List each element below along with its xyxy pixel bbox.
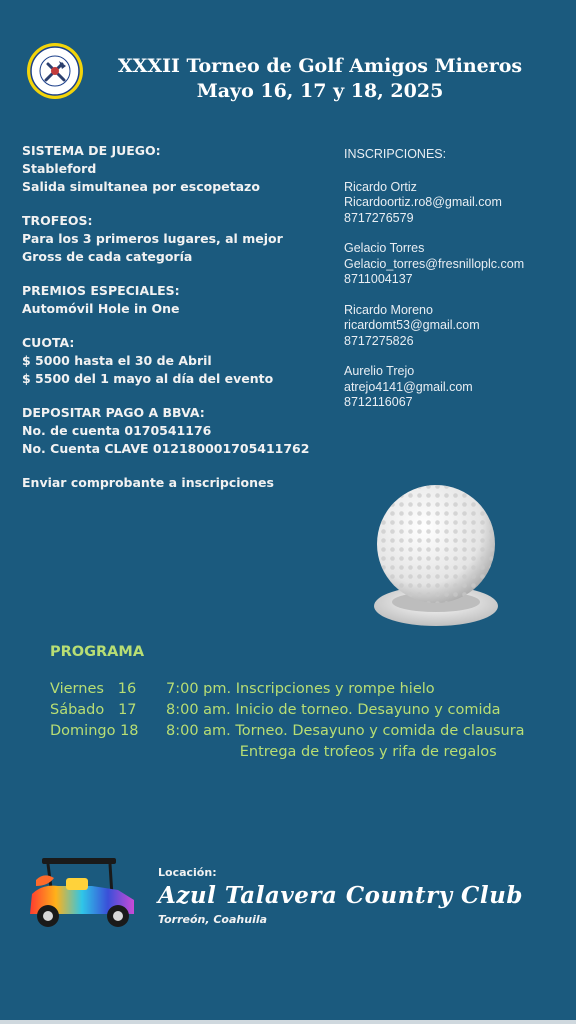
programa-row xyxy=(50,700,570,721)
association-logo-icon xyxy=(26,42,84,100)
programa-day: Viernes 16 xyxy=(50,681,137,697)
programa-row xyxy=(50,742,570,763)
programa-title: PROGRAMA xyxy=(50,644,145,660)
info-line: Para los 3 primeros lugares, al mejor xyxy=(22,231,283,246)
title-line-2: Mayo 16, 17 y 18, 2025 xyxy=(196,80,444,102)
contact-email: ricardomt53@gmail.com xyxy=(344,318,480,332)
contact-name: Aurelio Trejo xyxy=(344,364,415,378)
contact-card xyxy=(344,180,569,227)
golf-cart-icon xyxy=(22,856,142,930)
programa-desc: 8:00 am. Torneo. Desayuno y comida de clausura xyxy=(166,723,525,739)
info-line: No. Cuenta CLAVE 012180001705411762 xyxy=(22,441,310,456)
contact-phone: 8711004137 xyxy=(344,272,413,286)
golf-ball-icon xyxy=(370,482,502,632)
contact-email: atrejo4141@gmail.com xyxy=(344,379,473,394)
contact-phone: 8717276579 xyxy=(344,210,414,225)
contact-name: Ricardo Moreno xyxy=(344,302,433,317)
programa-day: Sábado 17 xyxy=(50,702,137,718)
info-line: No. de cuenta 0170541176 xyxy=(22,423,212,438)
info-heading: DEPOSITAR PAGO A BBVA: xyxy=(22,405,205,420)
event-title xyxy=(100,54,540,104)
location-label: Locación: xyxy=(158,866,217,879)
info-block-trofeos xyxy=(22,212,342,266)
title-line-1: XXXII Torneo de Golf Amigos Mineros xyxy=(117,55,523,77)
contact-name: Gelacio Torres xyxy=(344,241,425,255)
programa-row xyxy=(50,721,570,742)
info-heading: Enviar comprobante a inscripciones xyxy=(22,475,274,490)
contact-email: Gelacio_torres@fresnilloplc.com xyxy=(344,256,525,271)
info-line: Stableford xyxy=(22,161,97,176)
info-heading: PREMIOS ESPECIALES: xyxy=(22,283,180,298)
info-heading: CUOTA: xyxy=(22,335,75,350)
info-heading: SISTEMA DE JUEGO: xyxy=(22,143,161,158)
inscripciones-panel xyxy=(344,147,569,426)
contact-phone: 8717275826 xyxy=(344,333,414,348)
club-name: Azul Talavera Country Club xyxy=(158,882,523,909)
programa-desc: 8:00 am. Inicio de torneo. Desayuno y comida xyxy=(166,702,501,718)
info-block-sistema xyxy=(22,142,342,196)
programa-day: Domingo 18 xyxy=(50,723,139,739)
info-line: Salida simultanea por escopetazo xyxy=(22,179,260,194)
info-heading: TROFEOS: xyxy=(22,213,93,228)
info-line: Automóvil Hole in One xyxy=(22,301,180,316)
contact-name: Ricardo Ortiz xyxy=(344,179,417,194)
programa-day xyxy=(50,742,166,763)
programa-section xyxy=(50,644,570,763)
info-line: Gross de cada categoría xyxy=(22,249,193,264)
info-line: $ 5500 del 1 mayo al día del evento xyxy=(22,371,274,386)
contact-phone: 8712116067 xyxy=(344,395,413,409)
city-name: Torreón, Coahuila xyxy=(158,913,268,926)
info-block-deposito xyxy=(22,404,342,458)
info-block-cuota xyxy=(22,334,342,388)
contact-card xyxy=(344,364,569,411)
programa-row xyxy=(50,679,570,700)
info-block-enviar xyxy=(22,474,342,492)
programa-desc: 7:00 pm. Inscripciones y rompe hielo xyxy=(166,681,435,697)
info-block-premios xyxy=(22,282,342,318)
bottom-divider xyxy=(0,1020,576,1024)
info-line: $ 5000 hasta el 30 de Abril xyxy=(22,353,212,368)
contact-card xyxy=(344,303,569,350)
programa-desc: Entrega de trofeos y rifa de regalos xyxy=(166,744,497,760)
inscripciones-title: INSCRIPCIONES: xyxy=(344,147,447,161)
contact-email: Ricardoortiz.ro8@gmail.com xyxy=(344,195,502,209)
contact-card xyxy=(344,241,569,288)
tournament-info xyxy=(22,142,342,508)
